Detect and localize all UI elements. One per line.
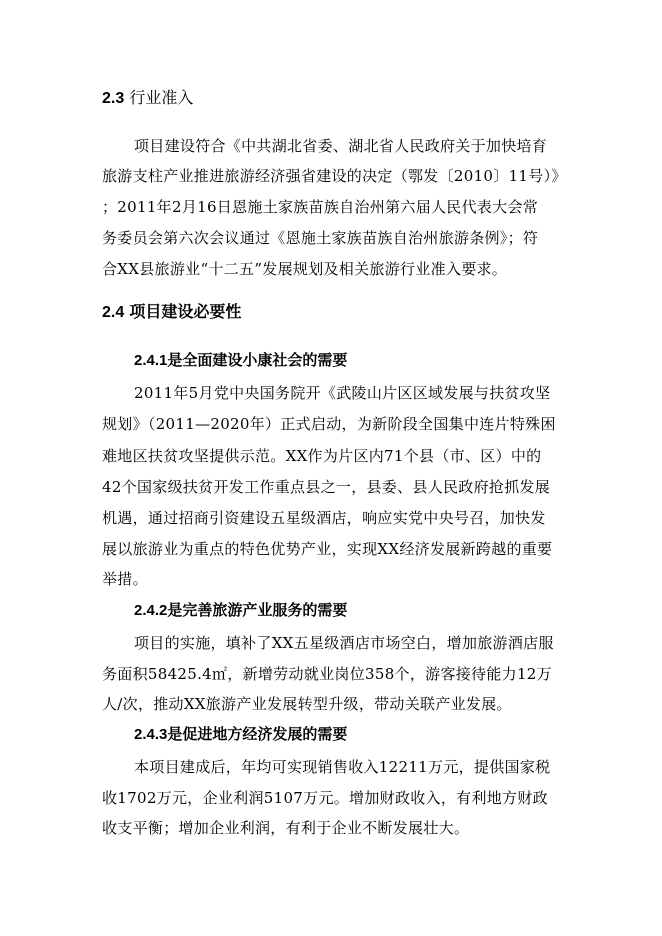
paragraph-line: 展以旅游业为重点的特色优势产业，实现XX经济发展新跨越的重要 [102,540,553,558]
subsection-number: 2.4.1 [134,352,168,369]
section-title: 行业准入 [129,88,194,107]
subsection-heading-2-4-3 [134,724,347,745]
section-number: 2.3 [102,90,125,107]
paragraph-line: 务委员会第六次会议通过《恩施土家族苗族自治州旅游条例》；符 [102,229,539,247]
paragraph-line: 规划》（2011—2020年）正式启动，为新阶段全国集中连片特殊困 [102,415,556,433]
section-heading-2-4 [102,302,241,323]
subsection-title: 是全面建设小康社会的需要 [167,351,348,369]
section-title: 项目建设必要性 [129,302,242,321]
subsection-number: 2.4.3 [134,726,168,743]
subsection-title: 是促进地方经济发展的需要 [167,725,348,743]
paragraph-line: 收1702万元，企业利润5107万元。增加财政收入，有利地方财政 [102,789,548,807]
subsection-number: 2.4.2 [134,602,168,619]
paragraph-line: 旅游支柱产业推进旅游经济强省建设的决定（鄂发〔2010〕11号）》 [102,167,567,185]
paragraph-line: 人/次，推动XX旅游产业发展转型升级，带动关联产业发展。 [102,695,512,713]
paragraph-line: ；2011年2月16日恩施土家族苗族自治州第六届人民代表大会常 [102,198,539,216]
subsection-title: 是完善旅游产业服务的需要 [167,601,348,619]
paragraph-line: 2011年5月党中央国务院开《武陵山片区区域发展与扶贫攻坚 [134,384,551,402]
paragraph-line: 机遇，通过招商引资建设五星级酒店，响应实党中央号召，加快发 [102,509,546,527]
paragraph-line: 合XX县旅游业“十二五”发展规划及相关旅游行业准入要求。 [102,260,508,278]
paragraph-line: 本项目建成后，年均可实现销售收入12211万元，提供国家税 [134,758,551,776]
paragraph-line: 收支平衡；增加企业利润，有利于企业不断发展壮大。 [102,819,470,837]
paragraph-line: 42个国家级扶贫开发工作重点县之一，县委、县人民政府抢抓发展 [102,478,551,496]
paragraph-line: 务面积58425.4㎡，新增劳动就业岗位358个，游客接待能力12万 [102,665,552,683]
section-number: 2.4 [102,304,125,321]
paragraph-line: 项目建设符合《中共湖北省委、湖北省人民政府关于加快培育 [134,137,548,155]
section-heading-2-3 [102,88,193,109]
paragraph-line: 项目的实施，填补了XX五星级酒店市场空白，增加旅游酒店服 [134,634,554,652]
paragraph-line: 举措。 [102,570,148,588]
paragraph-line: 难地区扶贫攻坚提供示范。XX作为片区内71个县（市、区）中的 [102,447,542,465]
subsection-heading-2-4-2 [134,600,347,621]
subsection-heading-2-4-1 [134,350,347,371]
